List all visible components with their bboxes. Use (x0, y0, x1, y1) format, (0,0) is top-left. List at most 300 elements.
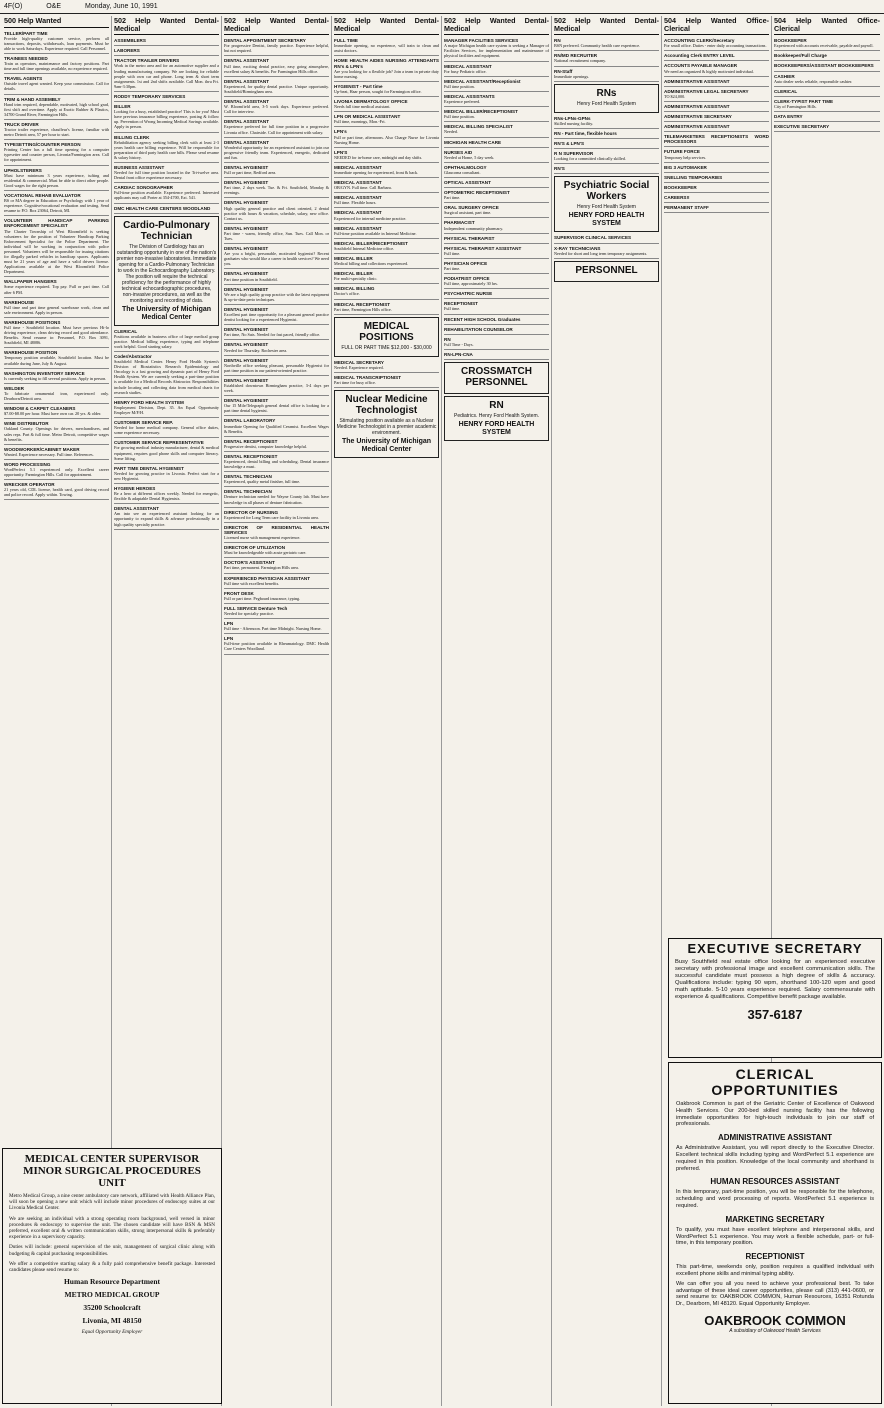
ad-body: Full time - Afternoon. Part time Midnight. Nursing Home. (224, 626, 322, 632)
classified-ad (224, 559, 329, 573)
classified-ad (664, 88, 769, 102)
display-ad-t2: FULL OR PART TIME $12,000 - $30,000 (341, 344, 432, 351)
classified-ad (554, 130, 659, 139)
ad-heading: TRUCK DRIVER (4, 121, 39, 127)
classified-ad (4, 319, 109, 348)
ad-body: Full time - Southfield location. Must have previous Hi-lo driving experience, clean driving record and good attendance. Benefits. Send resume to: Personnel, P.O. Box 3091, Southfield, MI 48086. (4, 325, 109, 346)
ad-heading: DENTAL TECHNICIAN (224, 489, 272, 495)
ad-body: Full time position. (444, 83, 475, 89)
classified-ad (224, 139, 329, 163)
classified-ad (4, 30, 109, 54)
ad-heading: DENTAL HYGIENIST (224, 225, 269, 231)
classified-ad (774, 88, 880, 97)
ad-heading: DENTAL HYGIENIST (224, 306, 269, 312)
ad-heading: LPN'S (334, 149, 348, 155)
ad-heading: RN (554, 38, 561, 44)
classified-ad (224, 635, 329, 654)
classified-ad (334, 301, 439, 315)
ad-heading: BUSINESS ASSISTANT (114, 164, 165, 170)
ad-body: Some experience required. Top pay. Full or part time. Call after 6 PM. (4, 284, 109, 295)
oak-logo: OAKBROOK COMMON (704, 1312, 846, 1328)
paper-name: O&E (46, 3, 62, 10)
classified-ad (444, 275, 549, 289)
classified-ad (114, 184, 219, 203)
ad-heading: REHABILITATION COUNSELOR (444, 326, 513, 332)
classified-ad (4, 55, 109, 74)
display-ad (334, 317, 439, 357)
column-heading: 504 Help Wanted Office-Clerical (664, 16, 769, 35)
ad-heading: ACCOUNTS PAYABLE MANAGER (664, 63, 738, 69)
ad-heading: Coder/Abstractor (114, 354, 152, 359)
metro-p1: Metro Medical Group, a nine center ambulatory care network, affiliated with Health Alliance Plan, will soon be opening a new unit which will include minor procedures of endoscopy suites at our Livonia Medical Center. (9, 1193, 215, 1212)
ad-heading: DENTAL HYGIENIST (224, 180, 269, 186)
ad-heading: DIRECTOR OF RESIDENTIAL HEALTH SERVICES (224, 524, 329, 535)
ad-body: Immediate opening, no experience, will train to clean and assist doctors. (334, 43, 439, 54)
ad-heading: PHYSICAL THERAPIST (444, 235, 495, 241)
ad-heading: LIVONIA DERMATOLOGY OFFICE (334, 99, 408, 105)
display-ad-t2: Henry Ford Health System (577, 204, 636, 211)
ad-body: Established downtown Birmingham practice, 3-4 days per week. (224, 382, 329, 394)
classified-ad (664, 113, 769, 122)
classified-ad (664, 123, 769, 132)
display-ad (114, 216, 219, 326)
ad-heading: BOOKKEEPER (664, 184, 697, 190)
ad-heading: PART TIME DENTAL HYGIENIST (114, 465, 184, 471)
ad-heading: DENTAL ASSISTANT (224, 58, 270, 64)
ad-heading: PSYCHIATRIC NURSE (444, 291, 493, 297)
ad-body: Needed. (444, 129, 458, 135)
classified-ad (334, 98, 439, 112)
ad-body: For growing medical industry manufacturer, dental & medical equipment, requires good phone skills and computer literacy. Some lifting. (114, 445, 219, 461)
ad-body: Auto dealer seeks reliable, responsible cashier. (774, 78, 853, 84)
classified-ad (224, 118, 329, 137)
ad-body: Immediate openings. (554, 73, 590, 79)
classified-ad (444, 326, 549, 335)
ad-body: Full Time - Days. (444, 341, 474, 347)
ad-heading: RN/MD RECRUITER (554, 53, 598, 59)
ad-body: Part time, permanent. Farmington Hills area. (224, 565, 299, 571)
display-ad-t2: Stimulating position available as a Nuclear Medicine Technologist in a premier academic environment. (336, 418, 437, 437)
classified-ad (444, 63, 549, 77)
ad-heading: CLERK-TYPIST PART TIME (774, 98, 834, 104)
ad-body: $7.00-$8.00 per hour. Must have own car. 20 yrs. & older. (4, 411, 102, 417)
classified-ad (664, 164, 769, 173)
column-heading: 502 Help Wanted Dental-Medical (554, 16, 659, 35)
display-ad-t2: Henry Ford Health System (577, 100, 636, 107)
ad-heading: TYPESETTING/COUNTER PERSON (4, 142, 81, 148)
classified-ad (774, 62, 880, 71)
oak-intro: Oakbrook Common is part of the Geriatric Center of Excellence of Oakwood Health Services. Our 200-bed skilled nursing facility has the following immediate opportunities for high-touch individuals to join our staff of professionals. (676, 1101, 874, 1128)
column-heading: 502 Help Wanted Dental-Medical (334, 16, 439, 35)
ad-body: Part time for busy office. (334, 380, 376, 386)
ad-body: Southfield Internal Medicine office. (334, 245, 395, 251)
ad-heading: DMC HEALTH CARE CENTERS WOODLAND (114, 205, 211, 211)
ad-body: To fabricate ornamental iron, experienced only. Dearborn/Detroit area. (4, 390, 109, 402)
classified-ad (224, 179, 329, 198)
classified-ad (114, 57, 219, 92)
ad-body: We need an organized & highly motivated individual. (664, 68, 754, 74)
ad-heading: ADMINISTRATIVE SECRETARY (664, 114, 732, 120)
oak-heading-receptionist: RECEPTIONIST (745, 1252, 805, 1262)
ad-heading: HENRY FORD HEALTH SYSTEM (114, 399, 184, 405)
ad-heading: Accounting Clerk ENTRY LEVEL (664, 53, 735, 59)
classified-ad (4, 446, 109, 460)
ad-heading: DENTAL TECHNICIAN (224, 474, 272, 480)
classified-ad (114, 353, 219, 398)
classified-ad (224, 524, 329, 543)
ad-heading: X-RAY TECHNICIANS (554, 245, 601, 251)
column-4 (332, 16, 442, 1406)
ad-heading: MEDICAL ASSISTANTS (444, 93, 495, 99)
metro-p3: Duties will include: general supervision of the unit, management of surgical clinic along with budgeting & capital purchasing responsibilities. (9, 1244, 215, 1257)
ad-heading: MEDICAL RECEPTIONIST (334, 301, 391, 307)
oak-heading-marketing: MARKETING SECRETARY (725, 1214, 825, 1224)
ad-heading: LPN (224, 636, 234, 642)
classified-ad (224, 605, 329, 619)
oak-text-hr: In this temporary, part-time position, you will be responsible for the telephone, scheduling and word processing of reports. WordPerfect 5.1 experience is required. (676, 1189, 874, 1209)
classified-ad (554, 68, 659, 82)
column-heading: 502 Help Wanted Dental-Medical (444, 16, 549, 35)
classified-ad (664, 62, 769, 76)
ad-heading: ADMINISTRATIVE LEGAL SECRETARY (664, 88, 749, 94)
ad-heading: PHYSICAL THERAPIST ASSISTANT (444, 245, 522, 251)
ad-heading: FULL SERVICE Denture Tech (224, 605, 288, 611)
ad-body: Wonderful opportunity for an experienced assistant to join our progressive friendly team. Experienced, energetic, dedicated and fun. (224, 144, 329, 160)
classified-ad (114, 439, 219, 463)
classified-ad (444, 37, 549, 61)
classified-ad (114, 505, 219, 529)
ad-heading: DENTAL HYGIENIST (224, 342, 269, 348)
ad-heading: MEDICAL ASSISTANT (334, 180, 382, 186)
ad-body: Southfield Medical Center. Henry Ford Health System's Division of Biostatistics Research Epidemiology and Oncology is a fast growing and dynamic part of Henry Ford Health System. We are currently seeking a part-time position is available for a Medical Records Abstractor. Responsibilities include locating and collecting data from medical charts for research studies. (114, 359, 219, 395)
ad-heading: RODDY TEMPORARY SERVICES (114, 93, 186, 99)
ad-body: Tractor trailer experience, chauffeur's license, familiar with metro Detroit area, 57 per hour to start. (4, 127, 109, 138)
classified-ad (114, 103, 219, 132)
display-ad-t3: HENRY FORD HEALTH SYSTEM (458, 421, 535, 437)
display-ad-t1: MEDICAL POSITIONS (359, 320, 414, 343)
oak-title-1: CLERICAL (735, 1066, 815, 1082)
classified-ad (664, 204, 769, 213)
ad-body: Full time, exciting dental practice, easy going atmosphere, excellent salary & benefits. For Farmington Hills office. (224, 63, 329, 74)
ad-body: Full or part time, Redford area. (224, 170, 277, 176)
ad-body: Be a hero at different offices weekly. Needed for energetic, flexible & adaptable Dental Hygienists. (114, 491, 219, 502)
classified-ad (334, 194, 439, 208)
oak-tagline: A subsidiary of Oakwood Health Services (729, 1327, 821, 1334)
ad-body: BSN preferred. Community health care experience. (554, 43, 641, 49)
ad-heading: MEDICAL TRANSCRIPTIONIST (334, 374, 402, 380)
ad-heading: CARDIAC SONOGRAPHER (114, 185, 173, 191)
oak-heading-admin: ADMINISTRATIVE ASSISTANT (717, 1133, 833, 1143)
ad-body: Is currently seeking to fill several positions. Apply in person. (4, 375, 107, 381)
ad-heading: MEDICAL ASSISTANT (334, 210, 382, 216)
ad-heading: ADMINISTRATIVE ASSISTANT (664, 103, 730, 109)
ad-heading: DENTAL HYGIENIST (224, 327, 269, 333)
classified-ad (334, 225, 439, 239)
ad-body: Are you looking for a flexible job? Join a team in private duty home nursing. (334, 68, 439, 79)
ad-body: Needed for full time position located in the Tri-twelve area. Dental front office experience necessary. (114, 170, 219, 181)
ad-body: Needs full time medical assistant. (334, 104, 391, 110)
ad-heading: VOLUNTEER HANDICAP PARKING ENFORCEMENT SPECIALIST (4, 218, 109, 229)
ad-heading: CLERICAL (114, 328, 138, 334)
ad-body: 21 years old, CDL license, health card, good driving record and police record. Apply within. Towing. (4, 487, 109, 498)
page-number: 4F(O) (4, 3, 23, 10)
classified-ad (224, 544, 329, 558)
ad-body: Full time. (444, 250, 461, 256)
classified-ad (114, 465, 219, 484)
ad-heading: BILLING CLERK (114, 134, 150, 140)
classified-ad (114, 134, 219, 163)
ad-body: Needed for Thursday. Rochester area. (224, 347, 288, 353)
classified-ad (664, 194, 769, 203)
display-ad-t2: Pediatrics. Henry Ford Health System. (453, 413, 540, 420)
classified-ad (444, 204, 549, 218)
classified-ad (224, 306, 329, 325)
ad-heading: WALLPAPER HANGERS (4, 279, 57, 285)
classified-ad (774, 73, 880, 87)
display-ad-t1: Cardio-Pulmonary Technician (123, 219, 210, 242)
classified-ad (114, 47, 219, 56)
display-ad (554, 261, 659, 282)
ad-heading: DENTAL ASSISTANT (224, 99, 270, 105)
ad-body: Glaucoma consultant. (444, 169, 481, 175)
ad-heading: CAREERS!! (664, 194, 690, 200)
ad-heading: MEDICAL BILLING SPECIALIST (444, 124, 513, 130)
ad-heading: MEDICAL ASSISTANT (334, 225, 382, 231)
classified-ad (224, 377, 329, 396)
ad-heading: DENTAL ASSISTANT (224, 119, 270, 125)
ad-heading: SUPERVISOR CLINICAL SERVICES (554, 235, 632, 241)
ad-body: Part time, No Sats. Needed for fast paced, friendly office. (224, 332, 321, 338)
ad-heading: TRACTOR TRAILER DRIVERS (114, 58, 180, 64)
ad-body: Northville office seeking pleasant, personable Hygienist for part time position in our patient-oriented practice. (224, 362, 329, 373)
ad-body: Work in the metro area and for an automotive supplier and a leading manufacturing company. We are looking for reliable people with own car and phone. Long term & short term assignments. 1st and 2nd shifts available. Call Mon. thru Fri. 9am-3:30pm. (114, 63, 219, 89)
ad-body: Part time, 2 days week. Tue. & Fri. Southfield, Monday & evenings. (224, 185, 329, 196)
display-ad-t2: The Division of Cardiology has an outstanding opportunity in one of the nation's premier non-invasive laboratories. Immediate opening for a Cardio-Pulmonary Technician to work in the Echocardiography Laboratory. The position will require the technical proficiency for the performance of highly technical echocardiographic procedures, non-invasive procedures, as well as the monitoring and recording of data. (116, 243, 217, 304)
ad-body: Part time, Farmington Hills office. (334, 306, 392, 312)
classified-ad (334, 285, 439, 299)
classified-ad (774, 37, 880, 51)
ad-body: Experienced, dental billing and scheduling. Dental insurance knowledge a must. (224, 459, 329, 470)
oak-title-2: OPPORTUNITIES (711, 1082, 839, 1098)
classified-ad (4, 141, 109, 165)
ad-heading: TRIM & HAND ASSEMBLY (4, 96, 61, 102)
ad-body: Experience preferred. (444, 99, 481, 105)
classified-ad (4, 405, 109, 419)
display-ad (444, 362, 549, 394)
ad-body: Looking for a committed clinically skilled. (554, 156, 626, 162)
classified-ad (4, 370, 109, 384)
ad-body: Full or part time, afternoons. Also Charge Nurse for Livonia Nursing Home. (334, 134, 439, 145)
column-heading: 502 Help Wanted Dental-Medical (224, 16, 329, 35)
ad-body: Independent community pharmacy. (444, 225, 504, 231)
ad-heading: LABORERS (114, 48, 140, 54)
display-ad-t1: PERSONNEL (575, 264, 638, 276)
ad-body: We are a high quality group practice with the latest equipment & up-to-date perio techniques. (224, 291, 329, 302)
ad-body: Full time. Flexible hours. (334, 200, 377, 206)
ad-body: Denture technician needed for Wayne County lab. Must have knowledge in all phases of denture fabrication. (224, 494, 329, 505)
ad-heading: OPTOMETRIC RECEPTIONIST (444, 190, 510, 196)
classified-ad (224, 225, 329, 244)
display-ad-t3: The University of Michigan Medical Center (121, 305, 212, 321)
ad-heading: DENTAL HYGIENIST (224, 357, 269, 363)
ad-heading: LPN's (334, 129, 347, 135)
classified-ad (224, 57, 329, 76)
oak-text-marketing: To qualify, you must have excellent telephone and interpersonal skills, and WordPerfect 5.1 experience. You may work a flexible schedule, part- or full-time, in this temporary position. (676, 1226, 874, 1247)
ad-heading: DENTAL ASSISTANT (224, 139, 270, 145)
classified-ad (444, 123, 549, 137)
classified-ad (224, 417, 329, 436)
ad-heading: RN'S & LPN'S (554, 141, 585, 147)
classified-ad (224, 245, 329, 269)
classified-ad (664, 184, 769, 193)
metro-dept: Human Resource Department (63, 1277, 161, 1287)
exec-body: Busy Southfield real estate office looking for an experienced executive secretary with professional image and excellent communication skills. The successful candidate must possess a high degree of skills & accuracy. Qualifications include: typing 90 wpm, shorthand 100-120 wpm and good math aptitude. 5-10 years experience required. Salary commensurate with experience & qualifications. Competitive benefit package available. (675, 959, 875, 1000)
metro-street: 35200 Schoolcraft (83, 1303, 141, 1313)
ad-heading: OPTICAL ASSISTANT (444, 179, 491, 185)
metro-eoe: Equal Opportunity Employer (81, 1329, 143, 1336)
classified-ad (224, 199, 329, 223)
ad-body: Experienced for internal medicine practice. (334, 215, 407, 221)
classified-ad (4, 96, 109, 120)
ad-body: Must be knowledgeable with acute geriatric care. (224, 550, 307, 556)
ad-heading: LPN (224, 621, 234, 627)
classified-ad (774, 98, 880, 112)
classified-ad (774, 123, 880, 132)
ad-heading: Bookkeeper/Full Charge (774, 53, 827, 59)
ad-heading: DENTAL HYGIENIST (224, 286, 269, 292)
ad-heading: WOODWORKER/CABINET MAKER (4, 446, 80, 452)
ad-body: Medical billing and collections experienced. (334, 261, 409, 267)
ad-heading: MEDICAL SECRETARY (334, 359, 384, 365)
ad-heading: MEDICAL BILLER (334, 271, 373, 277)
classified-ad (224, 326, 329, 340)
ad-body: Must have minimum 3 years experience, tufting and residential & commercial. Must be able to direct other people. Good wages for the right person. (4, 172, 109, 188)
ad-body: NEEDED for in-home care, midnight and day shifts. (334, 154, 423, 160)
ad-body: Needed for growing practice in Livonia. Perfect start for a new Hygienist. (114, 470, 219, 481)
exec-title: EXECUTIVE SECRETARY (687, 941, 863, 956)
display-ad-t1: CROSSMATCH PERSONNEL (461, 366, 532, 389)
ad-body: City of Farmington Hills. (774, 103, 817, 109)
classified-ad (334, 179, 439, 193)
classified-ad (444, 235, 549, 244)
ad-body: Immediate Opening for Qualified Ceramist. Excellent Wages & Benefits. (224, 423, 329, 434)
classified-ad (224, 488, 329, 507)
ad-body: Full or part time. Pegboard insurance, typing. (224, 595, 301, 601)
ad-heading: RN-Staff (554, 68, 573, 74)
issue-date: Monday, June 10, 1991 (84, 3, 158, 10)
classified-ad (444, 179, 549, 188)
classified-ad (444, 290, 549, 299)
ad-body: Hand trim required, dependable, motivated, high school grad, first shift and overtime. Apply at Exotic Rubber & Plastics, 34700 Grand River, Farmington Hills. (4, 101, 109, 117)
ad-body: Up-beat, Haar person, sought for Farmington office. (334, 88, 422, 94)
classified-ad (114, 205, 219, 214)
classified-ad (554, 234, 659, 243)
ad-heading: UPHOLSTERERS (4, 167, 42, 173)
classified-ad (224, 438, 329, 452)
classified-ad (334, 240, 439, 254)
ad-heading: WAREHOUSE (4, 299, 35, 305)
classified-ad (664, 78, 769, 87)
classified-ad (114, 419, 219, 438)
classified-ad (554, 165, 659, 174)
ad-body: Part time position in Southfield. (224, 276, 278, 282)
classified-ad (224, 286, 329, 305)
ad-body: Train as operators, maintenance and factory positions. Part time and full time openings available, no experience required. (4, 61, 109, 72)
ad-heading: DENTAL HYGIENIST (224, 164, 269, 170)
ad-body: Needed for short and long term temporary assignments. (554, 250, 648, 256)
ad-body: Full-time position available. Experience preferred. Interested applicants may call Porter at 354-4700, Ext. 541. (114, 190, 219, 201)
ad-heading: DENTAL HYGIENIST (224, 271, 269, 277)
ad-body: Needed. Experience required. (334, 364, 384, 370)
classified-ad (114, 399, 219, 418)
classified-ad (4, 121, 109, 140)
classified-ad (224, 453, 329, 472)
ad-body: Outside travel agent wanted. Keep your commission. Call for details. (4, 81, 109, 92)
classified-ad (334, 164, 439, 178)
ad-heading: DENTAL ASSISTANT (114, 506, 160, 512)
classified-ad (224, 37, 329, 56)
ad-heading: LPN OR MEDICAL ASSISTANT (334, 114, 401, 120)
classified-ad (334, 149, 439, 163)
ad-heading: WINDOW & CARPET CLEANERS (4, 406, 76, 412)
ad-body: Positions available in business office of large medical group practice. Medical billing experience, typing and telephone work helpful. Good starting salary. (114, 333, 219, 349)
ad-body: Full time position. (444, 114, 475, 120)
classified-ad (664, 103, 769, 112)
metro-p2: We are seeking an individual with a strong operating room background, well versed in minor procedures & endoscopy to supervise the unit. The chosen candidate will have BSN & MSN preferred, excellent oral & written communication skills, strong interpersonal skills & preferably experience in a supervisory capacity. (9, 1215, 215, 1241)
ad-heading: WORD PROCESSING (4, 461, 51, 467)
ad-body: Temporary help services. (664, 154, 707, 160)
classified-ad (334, 83, 439, 97)
ad-heading: DENTAL HYGIENIST (224, 246, 269, 252)
ad-body: Immediate opening for experienced, front & back. (334, 169, 419, 175)
ad-heading: ADMINISTRATIVE ASSISTANT (664, 78, 730, 84)
classified-ad (444, 93, 549, 107)
classified-ad (444, 164, 549, 178)
ad-heading: RNs-LPNs-GPNs (554, 115, 591, 121)
classified-ad (224, 341, 329, 355)
ad-body: The Charter Township of West Bloomfield is seeking volunteers for the position of Volunteer Handicap Parking Enforcement Specialist for the Police Department. The individual will be working in conjunction with police personnel. Volunteers will be responsible for issuing citations for illegally parked vehicles in handicap spaces. Applicants must be 21 years of age and have a valid drivers license. Applications available at the West Bloomfield Police Department. (4, 228, 109, 275)
classified-ad (114, 485, 219, 504)
ad-heading: VOCATIONAL REHAB EVALUATOR (4, 192, 81, 198)
metro-p4: We offer a competitive starting salary & a fully paid comprehensive benefit package. Interested candidates please send resume to: (9, 1260, 215, 1274)
classified-ad (4, 299, 109, 318)
column-heading: 502 Help Wanted Dental-Medical (114, 16, 219, 35)
ad-heading: DIRECTOR OF UTILIZATION (224, 545, 286, 551)
oakbrook-clerical-ad (668, 1062, 882, 1404)
classified-ad (444, 245, 549, 259)
classified-ad (4, 278, 109, 297)
classified-ad (444, 336, 549, 350)
ad-body: Part time. (444, 195, 461, 201)
ad-heading: DENTAL ASSISTANT (224, 78, 270, 84)
classified-ad (114, 37, 219, 46)
ad-body: Doctor's office. (334, 291, 360, 297)
classified-ad (224, 98, 329, 117)
classified-ad (4, 75, 109, 94)
classified-ad (4, 192, 109, 216)
classified-ad (334, 113, 439, 127)
ad-body: Looking for a busy, established practice! This is for you! Must have previous insurance billing experience, posting & follow up. Prevention of Wrong Incoming Medical Savings available. Apply in person. (114, 109, 219, 130)
ad-body: Part time - warm, friendly office, Sun. Tues. Call Mon. or Tues. (224, 230, 329, 241)
ad-body: High quality general practice and client oriented, 2 dental practice with hours & vacation, schedule, salary, new office. Contact us. (224, 205, 329, 221)
ad-heading: PERMANENT STAFF (664, 204, 709, 210)
ad-heading: OPHTHALMOLOGY (444, 164, 487, 170)
column-heading: 504 Help Wanted Office-Clerical (774, 16, 880, 35)
ad-body: Full time. (444, 306, 461, 312)
ad-body: Needed at Home, 5 day week. (444, 154, 495, 160)
classified-ad (224, 575, 329, 589)
ad-body: Employment Division, Dept. 35. An Equal Opportunity Employer M/F/H. (114, 404, 219, 415)
